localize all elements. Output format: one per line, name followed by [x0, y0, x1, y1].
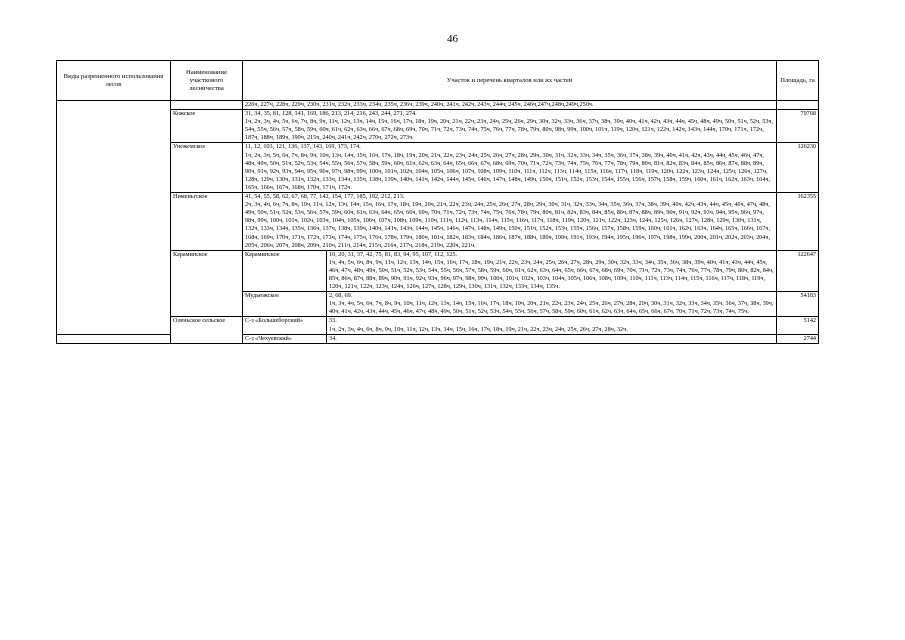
subdistrict-cell: Караминское — [243, 250, 327, 291]
header-area: Площадь, га — [777, 61, 819, 101]
district-cell: Оленьское сельское — [171, 317, 243, 343]
quarter-numbers: 33. — [329, 317, 337, 325]
quarter-parts: 1ч, 3ч, 4ч, 5ч, 6ч, 7ч, 8ч, 9ч, 10ч, 11ч, 12ч, 13ч, 14ч, 15ч, 16ч, 17ч, 18ч, 19ч, 20ч, 21ч, 22ч, 23ч, 24ч, 25ч, 26ч, 27ч, 28ч, 29ч, 30ч, 31ч, 32ч, 33ч, 34ч, 35ч, 36ч, 37ч, 38ч, 39ч, 40ч, 41ч, 42ч, 43ч, 44ч, 45ч, 46ч, 47ч, 48ч, 49ч, 50ч, 51ч, 52ч, 53ч, 54ч, 55ч, 56ч, 57ч, 58ч, 59ч, 60ч, 61ч, 62ч, 63ч, 64ч, 65ч, 66ч, 67ч, 70ч, 71ч, 72ч, 73ч, 74ч, 75ч. — [329, 300, 774, 316]
subdistrict-cell: Мудьюжское — [243, 292, 327, 317]
table-row — [57, 250, 819, 291]
quarters-cell — [243, 110, 777, 143]
quarter-numbers: 31, 34, 35, 81, 128, 141, 169, 186, 213, 214, 216, 243, 244, 271, 274. — [245, 110, 417, 118]
quarters-cell — [327, 317, 777, 334]
quarter-numbers: 34. — [329, 334, 337, 342]
forest-quarters-table — [56, 60, 819, 344]
table-row — [57, 317, 819, 334]
table-row — [57, 101, 819, 110]
district-cell: Караминское — [171, 250, 243, 317]
quarter-numbers: 10, 20, 31, 37, 42, 75, 81, 83, 94, 95, 107, 112, 125. — [329, 250, 458, 258]
table-row — [57, 143, 819, 193]
quarters-cell — [327, 292, 777, 317]
area-cell — [777, 101, 819, 110]
quarters-cell — [327, 334, 777, 343]
use-type-cell — [57, 101, 171, 335]
district-cell: Кожское — [171, 110, 243, 143]
area-cell: 126230 — [777, 143, 819, 193]
quarter-parts: 2ч, 3ч, 4ч, 6ч, 7ч, 8ч, 10ч, 11ч, 12ч, 13ч, 14ч, 15ч, 16ч, 17ч, 18ч, 19ч, 20ч, 21ч, 22ч, 23ч, 24ч, 25ч, 26ч, 27ч, 28ч, 29ч, 30ч, 31ч, 32ч, 33ч, 34ч, 35ч, 36ч, 37ч, 38ч, 39ч, 40ч, 42ч, 43ч, 44ч, 45ч, 46ч, 47ч, 48ч, 49ч, 50ч, 51ч, 52ч, 53ч, 56ч, 57ч, 59ч, 60ч, 61ч, 63ч, 64ч, 65ч, 66ч, 69ч, 70ч, 71ч, 72ч, 73ч, 74ч, 75ч, 76ч, 78ч, 79ч, 80ч, 81ч, 82ч, 83ч, 84ч, 85ч, 86ч, 87ч, 88ч, 89ч, 90ч, 91ч, 92ч, 93ч, 94ч, 95ч, 96ч, 97ч, 98ч, 99ч, 100ч, 101ч, 102ч, 103ч, 104ч, 105ч, 106ч, 107ч, 108ч, 109ч, 110ч, 111ч, 112ч, 113ч, 114ч, 115ч, 116ч, 117ч, 118ч, 119ч, 120ч, 121ч, 122ч, 123ч, 124ч, 125ч, 126ч, 127ч, 128ч, 129ч, 130ч, 131ч, 132ч, 133ч, 134ч, 135ч, 136ч, 137ч, 138ч, 139ч, 140ч, 141ч, 143ч, 144ч, 145ч, 146ч, 147ч, 148ч, 149ч, 150ч, 151ч, 152ч, 153ч, 155ч, 156ч, 157ч, 158ч, 159ч, 160ч, 161ч, 162ч, 163ч, 164ч, 165ч, 166ч, 167ч, 168ч, 169ч, 170ч, 171ч, 172ч, 173ч, 174ч, 175ч, 176ч, 178ч, 179ч, 180ч, 181ч, 182ч, 183ч, 184ч, 186ч, 187ч, 188ч, 189ч, 190ч, 191ч, 193ч, 194ч, 195ч, 196ч, 197ч, 198ч, 199ч, 200ч, 201ч, 202ч, 203ч, 204ч, 205ч, 206ч, 207ч, 208ч, 209ч, 210ч, 211ч, 214ч, 215ч, 216ч, 217ч, 218ч, 219ч, 220ч, 221ч. — [245, 201, 771, 249]
page-number: 46 — [447, 33, 458, 45]
use-type-cell — [57, 334, 171, 343]
subdistrict-cell: С-з «Чехуевский» — [243, 334, 327, 343]
quarter-parts: 1ч, 2ч, 3ч, 4ч, 6ч, 8ч, 9ч, 10ч, 11ч, 12ч, 13ч, 14ч, 15ч, 16ч, 17ч, 18ч, 19ч, 21ч, 22ч, 23ч, 24ч, 25ч, 26ч, 27ч, 28ч, 32ч. — [329, 325, 628, 333]
area-cell: 162355 — [777, 193, 819, 251]
table-row — [57, 193, 819, 251]
header-quarters: Участок и перечень кварталов или их частей — [243, 61, 777, 101]
district-cell: Унежемское — [171, 143, 243, 193]
quarter-parts: 1ч, 2ч, 3ч, 4ч, 5ч, 6ч, 7ч, 8ч, 9ч, 11ч, 12ч, 13ч, 14ч, 15ч, 16ч, 17ч, 18ч, 19ч, 20ч, 21ч, 22ч, 23ч, 24ч, 25ч, 26ч, 29ч, 30ч, 32ч, 33ч, 36ч, 37ч, 38ч, 39ч, 40ч, 41ч, 42ч, 43ч, 44ч, 45ч, 48ч, 49ч, 50ч, 51ч, 52ч, 53ч, 54ч, 55ч, 56ч, 57ч, 58ч, 59ч, 60ч, 61ч, 62ч, 63ч, 66ч, 67ч, 68ч, 69ч, 70ч, 71ч, 72ч, 73ч, 74ч, 75ч, 76ч, 77ч, 78ч, 79ч, 80ч, 98ч, 99ч, 100ч, 101ч, 119ч, 120ч, 121ч, 122ч, 142ч, 143ч, 144ч, 170ч, 171ч, 172ч, 187ч, 188ч, 189ч, 190ч, 215ч, 240ч, 241ч, 242ч, 270ч, 272ч, 273ч. — [245, 118, 774, 142]
area-cell: 2744 — [777, 334, 819, 343]
quarters-continuation: 226ч, 227ч, 228ч, 229ч, 230ч, 231ч, 232ч, 233ч, 234ч, 235ч, 236ч, 239ч, 240ч, 241ч, 242ч, 243ч, 244ч, 245ч, 246ч,247ч,248ч,249ч,250ч. — [243, 101, 777, 110]
quarters-cell — [327, 250, 777, 291]
district-cell — [171, 101, 243, 110]
area-cell: 122647 — [777, 250, 819, 291]
area-cell: 54183 — [777, 292, 819, 317]
quarters-cell — [243, 193, 777, 251]
quarter-numbers: 11, 12, 103, 121, 136, 137, 143, 169, 173, 174. — [245, 143, 361, 151]
district-cell: Нименьгское — [171, 193, 243, 251]
header-district: Наименование участкового лесничества — [171, 61, 243, 101]
table-header-row — [57, 61, 819, 101]
area-cell: 5142 — [777, 317, 819, 334]
quarter-parts: 1ч, 2ч, 3ч, 5ч, 6ч, 7ч, 8ч, 9ч, 10ч, 13ч, 14ч, 15ч, 16ч, 17ч, 18ч, 19ч, 20ч, 21ч, 22ч, 23ч, 24ч, 25ч, 26ч, 27ч, 28ч, 29ч, 30ч, 31ч, 32ч, 33ч, 34ч, 35ч, 36ч, 37ч, 38ч, 39ч, 40ч, 41ч, 42ч, 43ч, 44ч, 45ч, 46ч, 47ч, 48ч, 49ч, 50ч, 51ч, 52ч, 53ч, 54ч, 55ч, 56ч, 57ч, 58ч, 59ч, 60ч, 61ч, 62ч, 63ч, 64ч, 65ч, 66ч, 67ч, 68ч, 69ч, 70ч, 71ч, 72ч, 73ч, 74ч, 75ч, 76ч, 77ч, 78ч, 79ч, 80ч, 81ч, 82ч, 83ч, 84ч, 85ч, 86ч, 87ч, 88ч, 89ч, 90ч, 91ч, 92ч, 93ч, 94ч, 95ч, 96ч, 97ч, 98ч, 99ч, 100ч, 101ч, 102ч, 104ч, 105ч, 106ч, 107ч, 108ч, 109ч, 110ч, 111ч, 112ч, 113ч, 114ч, 115ч, 116ч, 117ч, 118ч, 119ч, 120ч, 122ч, 123ч, 124ч, 125ч, 126ч, 127ч, 128ч, 129ч, 130ч, 131ч, 132ч, 133ч, 134ч, 135ч, 138ч, 139ч, 140ч, 141ч, 142ч, 144ч, 145ч, 146ч, 147ч, 148ч, 149ч, 150ч, 151ч, 152ч, 153ч, 154ч, 155ч, 156ч, 157ч, 158ч, 159ч, 160ч, 161ч, 162ч, 163ч, 164ч, 165ч, 166ч, 167ч, 168ч, 170ч, 171ч, 172ч. — [245, 151, 771, 191]
table-row — [57, 110, 819, 143]
subdistrict-cell: С-з «Большеборский» — [243, 317, 327, 334]
area-cell: 79768 — [777, 110, 819, 143]
quarters-cell — [243, 143, 777, 193]
quarter-parts: 1ч, 4ч, 5ч, 6ч, 8ч, 9ч, 11ч, 12ч, 13ч, 14ч, 15ч, 16ч, 17ч, 18ч, 19ч, 21ч, 22ч, 23ч, 24ч, 25ч, 26ч, 27ч, 28ч, 29ч, 30ч, 32ч, 33ч, 34ч, 35ч, 36ч, 38ч, 39ч, 40ч, 41ч, 43ч, 44ч, 45ч, 46ч, 47ч, 48ч, 49ч, 50ч, 51ч, 52ч, 53ч, 54ч, 55ч, 56ч, 57ч, 58ч, 59ч, 60ч, 61ч, 62ч, 63ч, 64ч, 65ч, 66ч, 67ч, 68ч, 69ч, 70ч, 71ч, 72ч, 73ч, 74ч, 76ч, 77ч, 78ч, 79ч, 80ч, 82ч, 84ч, 85ч, 86ч, 87ч, 88ч, 89ч, 90ч, 91ч, 92ч, 93ч, 96ч, 97ч, 98ч, 99ч, 100ч, 101ч, 102ч, 103ч, 104ч, 105ч, 106ч, 108ч, 109ч, 110ч, 111ч, 113ч, 114ч, 115ч, 116ч, 117ч, 118ч, 119ч, 120ч, 121ч, 122ч, 123ч, 124ч, 126ч, 127ч, 128ч, 129ч, 130ч, 131ч, 132ч, 133ч, 134ч, 135ч. — [329, 258, 774, 291]
quarter-numbers: 2, 68, 69. — [329, 292, 353, 300]
header-use-type: Виды разрешенного использования лесов — [57, 61, 171, 101]
quarter-numbers: 41, 54, 55, 58, 62, 67, 68, 77, 142, 154, 177, 185, 192, 212, 213. — [245, 193, 405, 201]
